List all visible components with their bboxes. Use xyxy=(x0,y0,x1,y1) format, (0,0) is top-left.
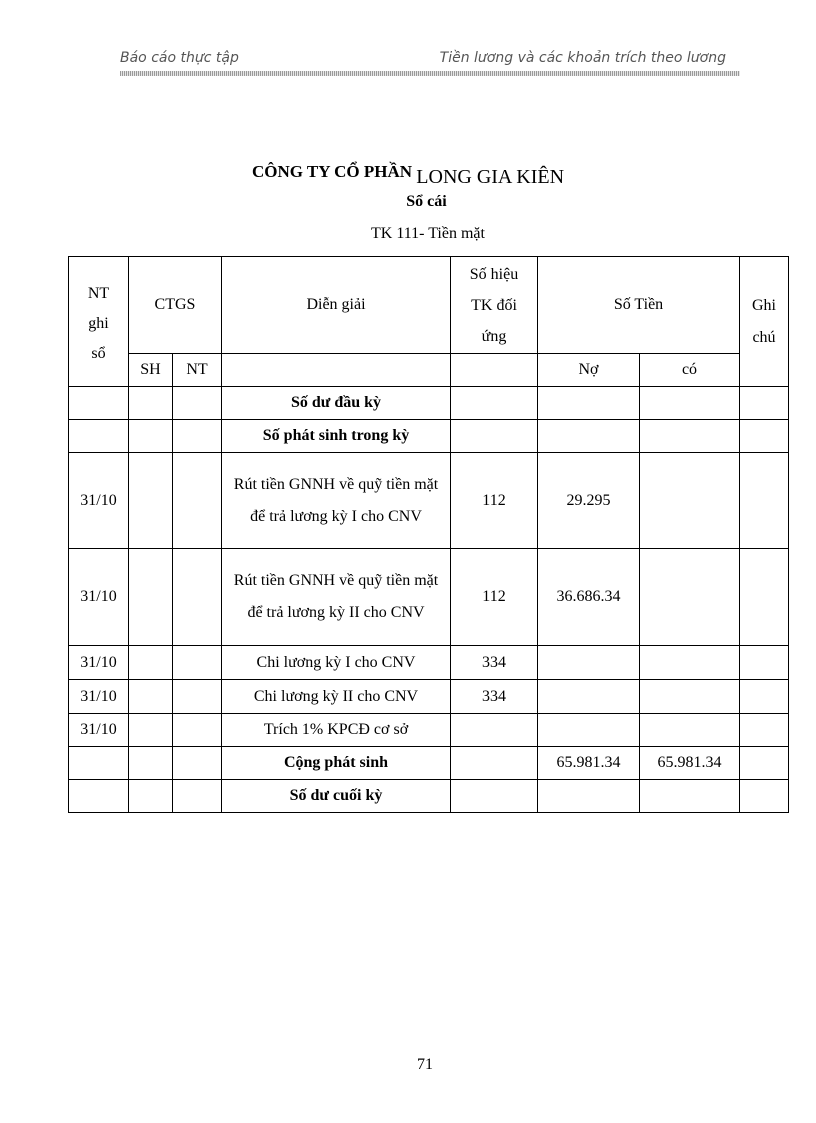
cell-sh xyxy=(129,387,173,420)
cell-note xyxy=(740,780,789,813)
cell-note xyxy=(740,420,789,453)
cell-date xyxy=(69,420,129,453)
table-row xyxy=(69,387,789,420)
cell-description: Chi lương kỳ II cho CNV xyxy=(222,680,451,714)
cell-date xyxy=(69,780,129,813)
running-header-right: Tiền lương và các khoản trích theo lương xyxy=(439,50,726,66)
cell-credit xyxy=(640,780,740,813)
cell-sh xyxy=(129,420,173,453)
col-nt-header: NT xyxy=(173,354,222,387)
cell-description: Số dư đầu kỳ xyxy=(222,387,451,420)
cell-debit xyxy=(538,680,640,714)
table-row xyxy=(69,420,789,453)
col-debit-header: Nợ xyxy=(538,354,640,387)
cell-date: 31/10 xyxy=(69,714,129,747)
cell-debit xyxy=(538,780,640,813)
account-title: TK 111- Tiền mặt xyxy=(371,225,485,242)
cell-nt xyxy=(173,780,222,813)
cell-account: 112 xyxy=(451,453,538,549)
cell-credit: 65.981.34 xyxy=(640,747,740,780)
cell-date xyxy=(69,387,129,420)
cell-date: 31/10 xyxy=(69,646,129,680)
cell-note xyxy=(740,747,789,780)
cell-nt xyxy=(173,680,222,714)
table-row xyxy=(69,453,789,549)
cell-credit xyxy=(640,453,740,549)
cell-nt xyxy=(173,646,222,680)
cell-account xyxy=(451,714,538,747)
cell-note xyxy=(740,714,789,747)
cell-note xyxy=(740,549,789,646)
cell-debit xyxy=(538,714,640,747)
table-row xyxy=(69,714,789,747)
cell-credit xyxy=(640,387,740,420)
header-row xyxy=(69,257,789,354)
cell-account: 334 xyxy=(451,680,538,714)
cell-sh xyxy=(129,714,173,747)
cell-credit xyxy=(640,680,740,714)
cell-account xyxy=(451,747,538,780)
col-note-header xyxy=(740,257,789,387)
running-header-left: Báo cáo thực tập xyxy=(120,50,239,66)
cell-nt xyxy=(173,420,222,453)
table-row xyxy=(69,549,789,646)
col-date-label: NT ghi sổ xyxy=(87,284,110,362)
cell-note xyxy=(740,646,789,680)
subheader-empty xyxy=(222,354,451,387)
cell-debit xyxy=(538,420,640,453)
table-row xyxy=(69,747,789,780)
cell-account xyxy=(451,780,538,813)
cell-date: 31/10 xyxy=(69,453,129,549)
company-name xyxy=(0,160,816,188)
table-row xyxy=(69,680,789,714)
cell-debit: 29.295 xyxy=(538,453,640,549)
cell-date: 31/10 xyxy=(69,549,129,646)
header-rule xyxy=(120,71,740,76)
col-description-header: Diễn giải xyxy=(222,257,451,354)
ledger-title: Sổ cái xyxy=(406,193,447,210)
running-header xyxy=(120,50,740,72)
col-credit-header: có xyxy=(640,354,740,387)
cell-nt xyxy=(173,453,222,549)
cell-description: Chi lương kỳ I cho CNV xyxy=(222,646,451,680)
table-row xyxy=(69,780,789,813)
cell-date: 31/10 xyxy=(69,680,129,714)
subheader-row xyxy=(69,354,789,387)
cell-description: Số phát sinh trong kỳ xyxy=(222,420,451,453)
cell-sh xyxy=(129,747,173,780)
col-ctgs-header: CTGS xyxy=(129,257,222,354)
cell-sh xyxy=(129,780,173,813)
table-row xyxy=(69,646,789,680)
cell-credit xyxy=(640,714,740,747)
cell-sh xyxy=(129,453,173,549)
cell-description: Rút tiền GNNH về quỹ tiền mặt để trả lương kỳ I cho CNV xyxy=(222,453,451,549)
general-ledger-table xyxy=(68,256,789,813)
cell-debit xyxy=(538,646,640,680)
cell-description: Cộng phát sinh xyxy=(222,747,451,780)
col-note-label: Ghi chú xyxy=(752,296,776,346)
cell-credit xyxy=(640,646,740,680)
subheader-empty xyxy=(451,354,538,387)
cell-account: 112 xyxy=(451,549,538,646)
col-account-ref-label: Số hiệu TK đối ứng xyxy=(469,265,519,345)
col-date-header xyxy=(69,257,129,387)
col-amount-header: Số Tiền xyxy=(538,257,740,354)
cell-note xyxy=(740,387,789,420)
company-prefix: CÔNG TY CỔ PHẦN xyxy=(251,162,413,181)
cell-note xyxy=(740,453,789,549)
col-sh-header: SH xyxy=(129,354,173,387)
cell-sh xyxy=(129,646,173,680)
cell-description: Trích 1% KPCĐ cơ sở xyxy=(222,714,451,747)
cell-note xyxy=(740,680,789,714)
cell-account xyxy=(451,420,538,453)
cell-description: Rút tiền GNNH về quỹ tiền mặt để trả lương kỳ II cho CNV xyxy=(222,549,451,646)
cell-nt xyxy=(173,714,222,747)
cell-nt xyxy=(173,747,222,780)
page-number: 71 xyxy=(417,1056,433,1073)
cell-date xyxy=(69,747,129,780)
company-name-rest: LONG GIA KIÊN xyxy=(416,166,565,188)
cell-nt xyxy=(173,387,222,420)
cell-account: 334 xyxy=(451,646,538,680)
cell-credit xyxy=(640,549,740,646)
cell-credit xyxy=(640,420,740,453)
cell-debit: 36.686.34 xyxy=(538,549,640,646)
cell-nt xyxy=(173,549,222,646)
col-account-ref-header xyxy=(451,257,538,354)
cell-description: Số dư cuối kỳ xyxy=(222,780,451,813)
cell-sh xyxy=(129,680,173,714)
cell-debit: 65.981.34 xyxy=(538,747,640,780)
cell-account xyxy=(451,387,538,420)
cell-sh xyxy=(129,549,173,646)
cell-debit xyxy=(538,387,640,420)
